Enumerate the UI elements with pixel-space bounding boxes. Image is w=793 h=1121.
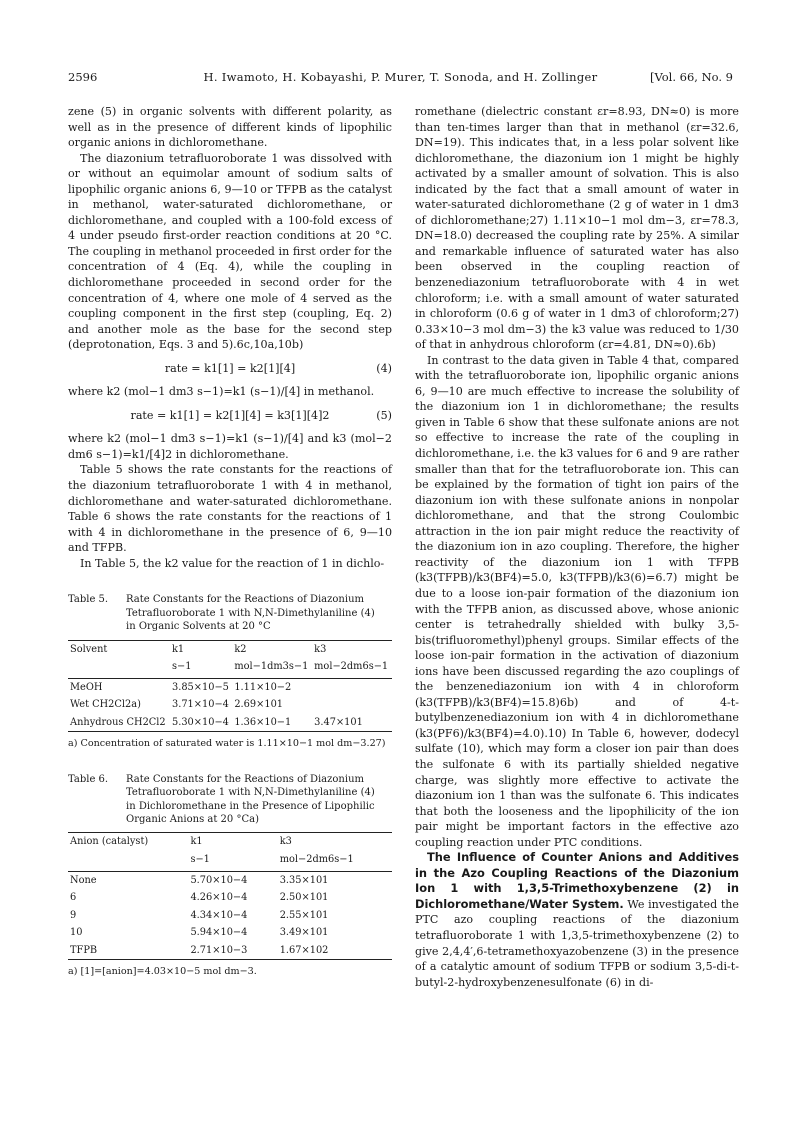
table5-cell: Anhydrous CH2Cl2 bbox=[70, 716, 166, 728]
table6-cell: 10 bbox=[70, 927, 83, 939]
table5-header: k2 bbox=[234, 643, 247, 655]
equation-number: (4) bbox=[376, 361, 392, 375]
table5-caption bbox=[68, 593, 392, 633]
table-row bbox=[68, 678, 392, 696]
table-row bbox=[68, 714, 392, 732]
paragraph: zene (5) in organic solvents with different polarity, as well as in the presence of different kinds of lipophilic organic anions in dichloromethane. bbox=[68, 105, 392, 150]
left-column bbox=[68, 104, 392, 979]
table5-cell: 5.30×10−4 bbox=[171, 716, 229, 728]
table6-cell: 4.26×10−4 bbox=[190, 892, 248, 904]
table5-unit: mol−2dm6s−1 bbox=[314, 661, 389, 673]
table5-header: k1 bbox=[171, 643, 185, 655]
table6-cell: 2.71×10−3 bbox=[190, 944, 248, 956]
equation-5 bbox=[68, 408, 392, 424]
table5-unit: mol−1dm3s−1 bbox=[234, 661, 309, 673]
table-row bbox=[68, 889, 392, 907]
paragraph: The diazonium tetrafluoroborate 1 was dissolved with or without an equimolar amount of sodium salts of lipophilic organic anions 6, 9—10 or TFPB as the catalyst in methanol, water-saturated dichloromethane, or dichloromethane, and coupled with a 100-fold excess of 4 under pseudo first-order reaction conditions at 20 °C. The coupling in methanol proceeded in first order for the concentration of 4 (Eq. 4), while the coupling in dichloromethane proceeded in second order for the concentration of 4, where one mole of 4 served as the coupling component in the first step (coupling, Eq. 2) and another mole as the base for the second step (deprotonation, Eqs. 3 and 5).6c,10a,10b) bbox=[68, 151, 392, 352]
table5-unit bbox=[68, 658, 170, 678]
paragraph: Table 5 shows the rate constants for the reactions of the diazonium tetrafluoroborate 1 with 4 in methanol, dichloromethane and water-saturated dichloromethane. Table 6 shows the rate constants for the reactions of 1 with 4 in dichloromethane in the presence of 6, 9—10 and TFPB. bbox=[68, 463, 392, 555]
table5-cell: 3.85×10−5 bbox=[171, 681, 229, 693]
table6-caption bbox=[68, 773, 392, 827]
paragraph: where k2 (mol−1 dm3 s−1)=k1 (s−1)/[4] in methanol. bbox=[68, 385, 375, 399]
table5-caption-text: Rate Constants for the Reactions of Diazonium Tetrafluoroborate 1 with N,N-Dimethylaniline (4) in Organic Solvents at 20 °C bbox=[126, 594, 375, 633]
paragraph: In Table 5, the k2 value for the reaction of 1 in dichlo- bbox=[80, 556, 385, 570]
table5-cell: MeOH bbox=[70, 681, 103, 693]
table6-header: Anion (catalyst) bbox=[70, 836, 149, 848]
table5-header: Solvent bbox=[70, 643, 108, 655]
right-column bbox=[415, 104, 739, 990]
table5-cell: 1.36×10−1 bbox=[234, 716, 292, 728]
table6 bbox=[68, 832, 392, 960]
paragraph: romethane (dielectric constant εr=8.93, DN≈0) is more than ten-times larger than that in methanol (εr=32.6, DN=19). This indicates that, in a less polar solvent like dichloromethane, the diazonium ion 1 might be highly activated by a smaller amount of solvation. This is also indicated by the fact that a small amount of water in water-saturated dichloromethane (2 g of water in 1 dm3 of dichloromethane;27) 1.11×10−1 mol dm−3, εr=78.3, DN=18.0) decreased the coupling rate by 25%. A similar and remarkable influence of saturated water has also been observed in the coupling reaction of benzenediazonium tetrafluoroborate with 4 in wet chloroform; i.e. with a small amount of water saturated in chloroform (0.6 g of water in 1 dm3 of chloroform;27) 0.33×10−3 mol dm−3) the k3 value was reduced to 1/30 of that in anhydrous chloroform (εr=4.81, DN≈0).6b) bbox=[415, 105, 739, 352]
table6-cell: 2.50×101 bbox=[279, 892, 329, 904]
table6-cell: TFPB bbox=[70, 944, 98, 956]
table6-footnote: a) [1]=[anion]=4.03×10−5 mol dm−3. bbox=[68, 966, 257, 978]
section-title: The Influence of Counter Anions and Additives in the Azo Coupling Reactions of the Diazonium Ion 1 with 1,3,5-Trimethoxybenzene (2) in Dichloromethane/Water System. bbox=[415, 850, 739, 911]
table6-cell: 5.94×10−4 bbox=[190, 927, 248, 939]
table-row bbox=[68, 942, 392, 960]
paragraph: In contrast to the data given in Table 4 that, compared with the tetrafluoroborate ion, lipophilic organic anions 6, 9—10 are much effective to increase the solubility of the diazonium ion 1 in dichloromethane; the results given in Table 6 show that these sulfonate anions are not so effective to increase the rate of the coupling in dichloromethane, i.e. the k3 values for 6 and 9 are rather smaller than that for the tetrafluoroborate ion. This can be explained by the formation of tight ion pairs of the diazonium ion with these sulfonate anions in nonpolar dichloromethane, and that the strong Coulombic attraction in the ion pair might reduce the reactivity of the diazonium ion in azo coupling. Therefore, the higher reactivity of the diazonium ion 1 with TFPB (k3(TFPB)/k3(BF4)=5.0, k3(TFPB)/k3(6)=6.7) might be due to a loose ion-pair formation of the diazonium ion with the TFPB anion, as discussed above, whose anionic center is tetrahedrally shielded with bulky 3,5-bis(trifluoromethyl)phenyl groups. Similar effects of the loose ion-pair formation in the activation of diazonium ions have been discussed regarding the azo couplings of the benzenediazonium ion with 4 in chloroform (k3(TFPB)/k3(BF4)=15.8)6b) and of 4-t-butylbenzenediazonium ion with 4 in dichloromethane (k3(PF6)/k3(BF4)=4.0).10) In Table 6, however, dodecyl sulfate (10), which may form a closer ion pair than does the sulfonate 6 with its partially shielded negative charge, was slightly more effective to activate the diazonium ion 1 than was the sulfonate 6. This indicates that both the looseness and the lipophilicity of the ion pair might be important factors in the effective azo coupling reaction under PTC conditions. bbox=[415, 353, 739, 849]
table5-cell: 1.11×10−2 bbox=[234, 681, 292, 693]
table6-cell: 2.55×101 bbox=[279, 909, 329, 921]
table6-cell: 1.67×102 bbox=[279, 944, 329, 956]
table6-cell: 6 bbox=[70, 892, 77, 904]
table6-cell: None bbox=[70, 874, 97, 886]
table5-cell bbox=[312, 678, 392, 696]
section-body: We investigated the PTC azo coupling reactions of the diazonium tetrafluoroborate 1 with 1,3,5-trimethoxybenzene (2) to give 2,4,4′,6-tetramethoxyazobenzene (3) in the presence of a catalytic amount of sodium TFPB or sodium 3,5-di-t-butyl-2-hydroxybenzenesulfonate (6) in di- bbox=[415, 897, 739, 989]
table5 bbox=[68, 640, 392, 733]
table5-label: Table 5. bbox=[68, 594, 109, 606]
table-row bbox=[68, 871, 392, 889]
table5-cell: Wet CH2Cl2a) bbox=[70, 699, 141, 711]
table5-cell: 3.47×101 bbox=[314, 716, 363, 728]
table6-cell: 3.49×101 bbox=[279, 927, 329, 939]
table6-caption-text: Rate Constants for the Reactions of Diazonium Tetrafluoroborate 1 with N,N-Dimethylaniline (4) in Dichloromethane in the Presence of Lipophilic Organic Anions at 20 °Ca) bbox=[126, 773, 375, 826]
table6-cell: 4.34×10−4 bbox=[190, 909, 248, 921]
table5-unit: s−1 bbox=[171, 661, 192, 673]
equation-number: (5) bbox=[376, 408, 392, 422]
table6-cell: 3.35×101 bbox=[279, 874, 329, 886]
table6-cell: 5.70×10−4 bbox=[190, 874, 248, 886]
table6-cell: 9 bbox=[70, 909, 77, 921]
equation-4 bbox=[68, 361, 392, 377]
page-number: 2596 bbox=[68, 70, 98, 84]
table5-header: k3 bbox=[314, 643, 327, 655]
page-header bbox=[68, 70, 733, 86]
volume-info: [Vol. 66, No. 9 bbox=[649, 70, 733, 84]
equation-body: rate = k1[1] = k2[1][4] bbox=[164, 361, 296, 375]
equation-body: rate = k1[1] = k2[1][4] = k3[1][4]2 bbox=[130, 408, 330, 422]
running-authors: H. Iwamoto, H. Kobayashi, P. Murer, T. Sonoda, and H. Zollinger bbox=[203, 70, 598, 84]
table6-unit bbox=[68, 851, 188, 871]
table6-unit: mol−2dm6s−1 bbox=[279, 854, 354, 866]
paragraph: where k2 (mol−1 dm3 s−1)=k1 (s−1)/[4] and k3 (mol−2 dm6 s−1)=k1/[4]2 in dichloromethane. bbox=[68, 432, 392, 461]
table-row bbox=[68, 924, 392, 942]
table5-cell: 2.69×101 bbox=[234, 699, 284, 711]
table5-cell: 3.71×10−4 bbox=[171, 699, 229, 711]
table-row bbox=[68, 907, 392, 925]
table6-header: k3 bbox=[279, 836, 292, 848]
table6-unit: s−1 bbox=[190, 854, 210, 866]
table6-label: Table 6. bbox=[68, 773, 109, 785]
table6-header: k1 bbox=[190, 836, 203, 848]
table5-footnote: a) Concentration of saturated water is 1.11×10−1 mol dm−3.27) bbox=[68, 738, 386, 750]
table-row bbox=[68, 696, 392, 714]
table5-cell bbox=[312, 696, 392, 714]
section-paragraph bbox=[415, 850, 739, 990]
